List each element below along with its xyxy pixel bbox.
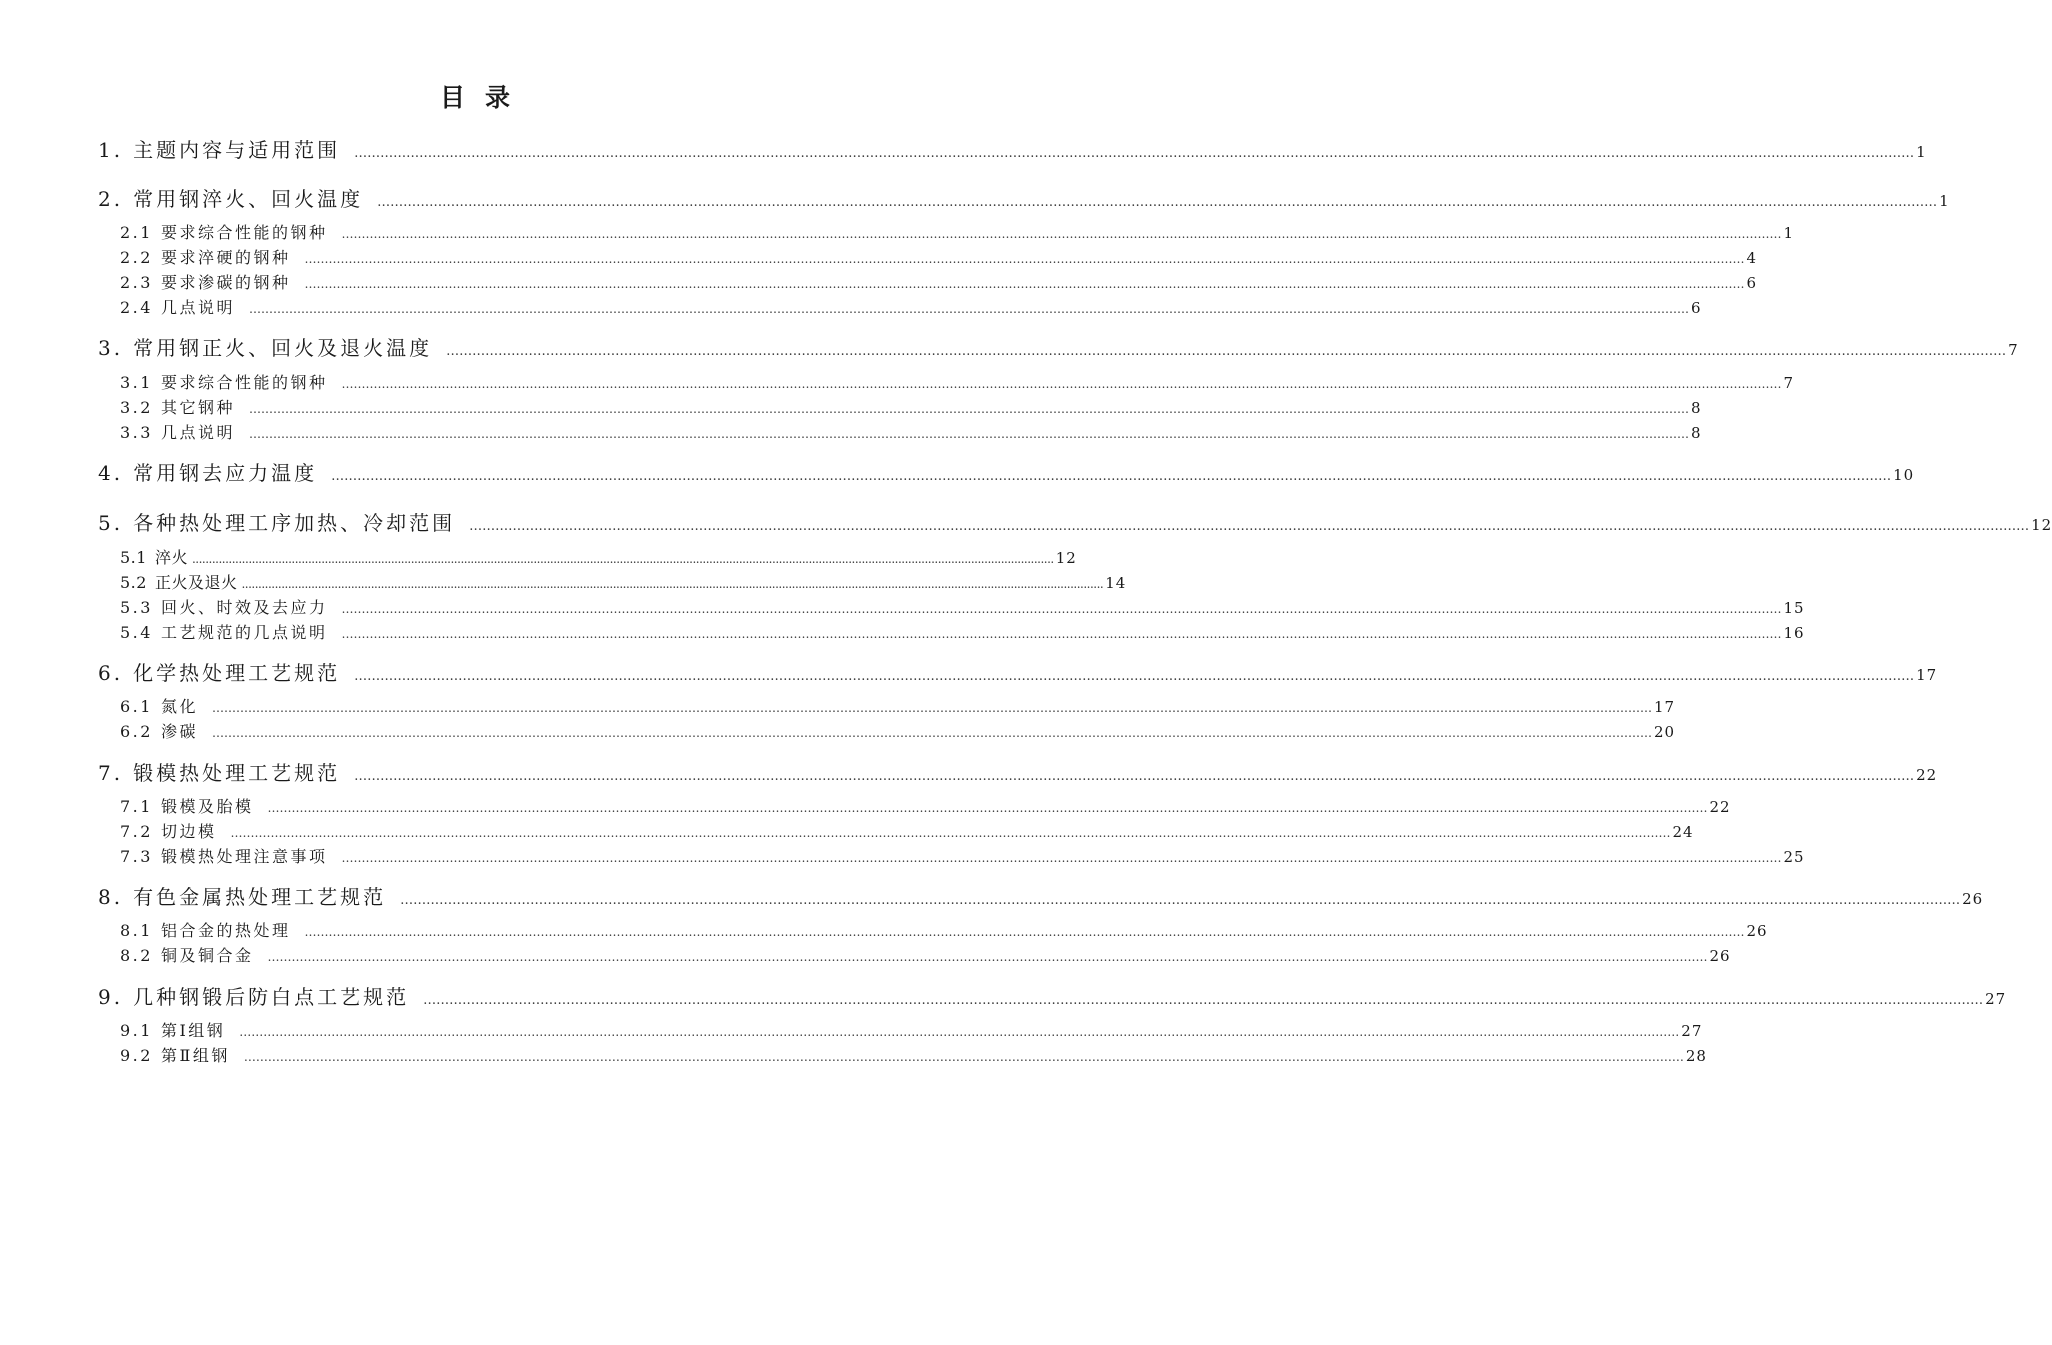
toc-page-number: 1 bbox=[1783, 224, 1795, 242]
toc-entry-number: 2. bbox=[98, 187, 124, 211]
toc-entry-title: 主题内容与适用范围 bbox=[133, 138, 341, 162]
toc-page-number: 14 bbox=[1105, 574, 1127, 592]
toc-subentry[interactable] bbox=[120, 270, 1758, 293]
dot-leader: ……………………………………………………………………………………………………………………………………………………………………………………………………………………………………………………………………………………………………………………………… bbox=[248, 427, 1689, 441]
toc-entry-title: 铝合金的热处理 bbox=[160, 921, 291, 940]
toc-entry-title: 几点说明 bbox=[160, 423, 235, 442]
dot-leader: ……………………………………………………………………………………………………………………………………………………………………………………………………………………………………………………………………………………………………………………………… bbox=[304, 252, 1745, 266]
toc-entry-number: 9.1 bbox=[120, 1021, 153, 1040]
toc-entry-number: 7. bbox=[98, 761, 124, 785]
toc-page-number: 22 bbox=[1916, 766, 1938, 784]
toc-page-number: 8 bbox=[1690, 399, 1702, 417]
toc-entry-title: 要求综合性能的钢种 bbox=[160, 223, 328, 242]
toc-entry-title: 回火、时效及去应力 bbox=[160, 598, 328, 617]
dot-leader: ……………………………………………………………………………………………………………………………………………………………………………………………………………………………………………………………………………………………………………………………… bbox=[354, 769, 1915, 784]
toc-entry-number: 8. bbox=[98, 885, 124, 909]
toc-page-number: 28 bbox=[1685, 1047, 1707, 1065]
toc-page-number: 7 bbox=[2008, 341, 2019, 359]
dot-leader: ……………………………………………………………………………………………………………………………………………………………………………………………………………………………………………………………………………………………………………………………… bbox=[304, 277, 1745, 291]
dot-leader: ……………………………………………………………………………………………………………………………………………………………………………………………………………………………………………………………………………………………………………………………… bbox=[211, 701, 1652, 715]
toc-entry-number: 5. bbox=[98, 511, 124, 535]
toc-entry[interactable] bbox=[98, 757, 1938, 786]
toc-entry[interactable] bbox=[98, 507, 2052, 536]
toc-page-number: 22 bbox=[1709, 798, 1731, 816]
toc-page-number: 26 bbox=[1962, 890, 1984, 908]
toc-entry-number: 2.3 bbox=[120, 273, 153, 292]
toc-subentry[interactable] bbox=[120, 420, 1702, 443]
dot-leader: ……………………………………………………………………………………………………………………………………………………………………………………………………………………………………………………………………………………………………………………………… bbox=[341, 602, 1782, 616]
toc-subentry[interactable] bbox=[120, 595, 1805, 618]
toc-page-number: 25 bbox=[1783, 848, 1805, 866]
dot-leader: ……………………………………………………………………………………………………………………………………………………………………………………………………………………………………………………………………………………………………………………………… bbox=[354, 669, 1915, 684]
toc-entry-number: 3.2 bbox=[120, 398, 153, 417]
toc-entry-title: 化学热处理工艺规范 bbox=[133, 661, 341, 685]
toc-entry-title: 几点说明 bbox=[160, 298, 235, 317]
toc-page-number: 26 bbox=[1746, 922, 1768, 940]
toc-subentry[interactable] bbox=[120, 719, 1676, 742]
dot-leader: ……………………………………………………………………………………………………………………………………………………………………………………………………………………………………………………………………………………………………………………………… bbox=[341, 627, 1782, 641]
toc-subentry[interactable] bbox=[120, 844, 1805, 867]
toc-subentry[interactable] bbox=[120, 395, 1702, 418]
toc-entry[interactable] bbox=[98, 881, 1984, 910]
toc-entry-title: 淬火 bbox=[154, 548, 188, 567]
toc-entry-number: 7.2 bbox=[120, 822, 153, 841]
toc-subentry[interactable] bbox=[120, 918, 1768, 941]
dot-leader: ……………………………………………………………………………………………………………………………………………………………………………………………………………………………………………………………………………………………………………………………… bbox=[304, 925, 1745, 939]
toc-subentry[interactable] bbox=[120, 295, 1702, 318]
toc-subentry[interactable] bbox=[120, 570, 1127, 593]
dot-leader: ……………………………………………………………………………………………………………………………………………………………………………………………………………………………………………………………………………………………………………………………… bbox=[248, 402, 1689, 416]
toc-page-number: 17 bbox=[1916, 666, 1938, 684]
toc-subentry[interactable] bbox=[120, 794, 1731, 817]
toc-entry-number: 6. bbox=[98, 661, 124, 685]
toc-entry-title: 有色金属热处理工艺规范 bbox=[133, 885, 387, 909]
toc-page-number: 12 bbox=[2031, 516, 2052, 534]
toc-subentry[interactable] bbox=[120, 1043, 1707, 1066]
toc-entry-title: 切边模 bbox=[160, 822, 217, 841]
toc-entry-number: 7.1 bbox=[120, 797, 153, 816]
toc-entry-title: 其它钢种 bbox=[160, 398, 235, 417]
dot-leader: ……………………………………………………………………………………………………………………………………………………………………………………………………………………………………………………………………………………………………………………………… bbox=[267, 801, 1708, 815]
toc-entry-number: 6.1 bbox=[120, 697, 153, 716]
toc-entry-number: 2.4 bbox=[120, 298, 153, 317]
dot-leader: ……………………………………………………………………………………………………………………………………………………………………………………………………………………………………………………………………………………………………………………………… bbox=[331, 469, 1892, 484]
page-title: 目录 bbox=[439, 83, 530, 112]
toc-subentry[interactable] bbox=[120, 943, 1731, 966]
toc-page-number: 16 bbox=[1783, 624, 1805, 642]
toc-entry-number: 9.2 bbox=[120, 1046, 153, 1065]
dot-leader: ……………………………………………………………………………………………………………………………………………………………………………………………………………………………………………………………………………………………………………………………… bbox=[354, 146, 1915, 161]
toc-page-number: 15 bbox=[1783, 599, 1805, 617]
toc-entry[interactable] bbox=[98, 457, 1915, 486]
toc-entry-number: 5.1 bbox=[120, 548, 147, 567]
toc-subentry[interactable] bbox=[120, 545, 1077, 568]
toc-entry-number: 8.2 bbox=[120, 946, 153, 965]
toc-page-number: 12 bbox=[1055, 549, 1077, 567]
toc-entry-title: 锻模及胎模 bbox=[160, 797, 254, 816]
toc-entry-number: 3.1 bbox=[120, 373, 153, 392]
dot-leader: ……………………………………………………………………………………………………………………………………………………………………………………………………………………………………………………………………………………………………………………………… bbox=[377, 195, 1938, 210]
dot-leader: ……………………………………………………………………………………………………………………………………………………………………………………………………………………………………………………………………………………………………………………………… bbox=[267, 950, 1708, 964]
dot-leader: ……………………………………………………………………………………………………………………………………………………………………………………………………………………………………………………………………………………………………………………………… bbox=[243, 1050, 1684, 1064]
toc-page-number: 24 bbox=[1672, 823, 1694, 841]
toc-page-number: 27 bbox=[1681, 1022, 1703, 1040]
toc-entry-title: 常用钢正火、回火及退火温度 bbox=[133, 336, 433, 360]
toc-entry-title: 第Ⅰ组钢 bbox=[160, 1021, 226, 1040]
toc-entry-number: 6.2 bbox=[120, 722, 153, 741]
toc-entry-number: 2.2 bbox=[120, 248, 153, 267]
toc-entry[interactable] bbox=[98, 981, 2007, 1010]
toc-entry-title: 要求综合性能的钢种 bbox=[160, 373, 328, 392]
dot-leader: ……………………………………………………………………………………………………………………………………………………………………………………………………………………………………………………………………………………………………………………………… bbox=[446, 344, 2007, 359]
toc-entry-title: 锻模热处理工艺规范 bbox=[133, 761, 341, 785]
toc-entry-number: 1. bbox=[98, 138, 124, 162]
toc-entry-title: 工艺规范的几点说明 bbox=[160, 623, 328, 642]
toc-entry-number: 5.3 bbox=[120, 598, 153, 617]
dot-leader: ……………………………………………………………………………………………………………………………………………………………………………………………………………………………………………………………………………………………………………………………… bbox=[400, 893, 1961, 908]
toc-entry-title: 锻模热处理注意事项 bbox=[160, 847, 328, 866]
dot-leader: .................................................................................................................................................................................................................................................................... bbox=[241, 577, 1104, 591]
toc-entry-title: 几种钢锻后防白点工艺规范 bbox=[133, 985, 410, 1009]
toc-subentry[interactable] bbox=[120, 1018, 1703, 1041]
toc-entry-title: 正火及退火 bbox=[154, 573, 238, 592]
toc-entry-number: 8.1 bbox=[120, 921, 153, 940]
dot-leader: ……………………………………………………………………………………………………………………………………………………………………………………………………………………………………………………………………………………………………………………………… bbox=[248, 302, 1689, 316]
toc-page-number: 6 bbox=[1690, 299, 1702, 317]
toc-entry-number: 9. bbox=[98, 985, 124, 1009]
dot-leader: ……………………………………………………………………………………………………………………………………………………………………………………………………………………………………………………………………………………………………………………………… bbox=[230, 826, 1671, 840]
toc-entry-number: 3. bbox=[98, 336, 124, 360]
toc-subentry[interactable] bbox=[120, 694, 1676, 717]
toc-page-number: 20 bbox=[1653, 723, 1676, 741]
toc-page-number: 6 bbox=[1746, 274, 1758, 292]
toc-entry[interactable] bbox=[98, 657, 1938, 686]
toc-entry-number: 7.3 bbox=[120, 847, 153, 866]
toc-page-number: 10 bbox=[1893, 466, 1915, 484]
toc-subentry[interactable] bbox=[120, 620, 1805, 643]
toc-entry-title: 渗碳 bbox=[160, 722, 198, 741]
toc-page-number: 4 bbox=[1746, 249, 1758, 267]
toc-page-number: 1 bbox=[1916, 143, 1927, 161]
toc-entry[interactable] bbox=[98, 134, 1927, 163]
toc-page-number: 7 bbox=[1783, 374, 1795, 392]
dot-leader: ……………………………………………………………………………………………………………………………………………………………………………………………………………………………………………………………………………………………………………………………… bbox=[469, 519, 2030, 534]
dot-leader: ……………………………………………………………………………………………………………………………………………………………………………………………………………………………………………………………………………………………………………………………… bbox=[423, 993, 1984, 1008]
toc-entry-title: 要求淬硬的钢种 bbox=[160, 248, 291, 267]
toc-subentry[interactable] bbox=[120, 245, 1758, 268]
toc-subentry[interactable] bbox=[120, 370, 1795, 393]
toc-page-number: 8 bbox=[1690, 424, 1702, 442]
toc-entry[interactable] bbox=[98, 332, 2019, 361]
dot-leader: ……………………………………………………………………………………………………………………………………………………………………………………………………………………………………………………………………………………………………………………………… bbox=[239, 1025, 1680, 1039]
toc-subentry[interactable] bbox=[120, 819, 1694, 842]
toc-entry-title: 各种热处理工序加热、冷却范围 bbox=[133, 511, 456, 535]
toc-page-number: 1 bbox=[1939, 192, 1950, 210]
toc-page-number: 17 bbox=[1653, 698, 1676, 716]
toc-entry-title: 氮化 bbox=[160, 697, 198, 716]
dot-leader: ……………………………………………………………………………………………………………………………………………………………………………………………………………………………………………………………………………………………………………………………… bbox=[341, 377, 1782, 391]
toc-entry-number: 4. bbox=[98, 461, 124, 485]
toc-entry[interactable] bbox=[98, 183, 1950, 212]
toc-page-number: 26 bbox=[1709, 947, 1731, 965]
toc-page-number: 27 bbox=[1985, 990, 2007, 1008]
toc-entry-title: 要求渗碳的钢种 bbox=[160, 273, 291, 292]
toc-entry-number: 5.2 bbox=[120, 573, 147, 592]
toc-entry-number: 3.3 bbox=[120, 423, 153, 442]
toc-subentry[interactable] bbox=[120, 220, 1795, 243]
toc-entry-title: 常用钢去应力温度 bbox=[133, 461, 318, 485]
dot-leader: .................................................................................................................................................................................................................................................................... bbox=[191, 552, 1054, 566]
toc-entry-title: 第Ⅱ组钢 bbox=[160, 1046, 230, 1065]
dot-leader: ……………………………………………………………………………………………………………………………………………………………………………………………………………………………………………………………………………………………………………………………… bbox=[211, 726, 1652, 740]
dot-leader: ……………………………………………………………………………………………………………………………………………………………………………………………………………………………………………………………………………………………………………………………… bbox=[341, 851, 1782, 865]
toc-entry-title: 铜及铜合金 bbox=[160, 946, 254, 965]
toc-entry-title: 常用钢淬火、回火温度 bbox=[133, 187, 364, 211]
toc-entry-number: 2.1 bbox=[120, 223, 153, 242]
dot-leader: ……………………………………………………………………………………………………………………………………………………………………………………………………………………………………………………………………………………………………………………………… bbox=[341, 227, 1782, 241]
toc-entry-number: 5.4 bbox=[120, 623, 153, 642]
